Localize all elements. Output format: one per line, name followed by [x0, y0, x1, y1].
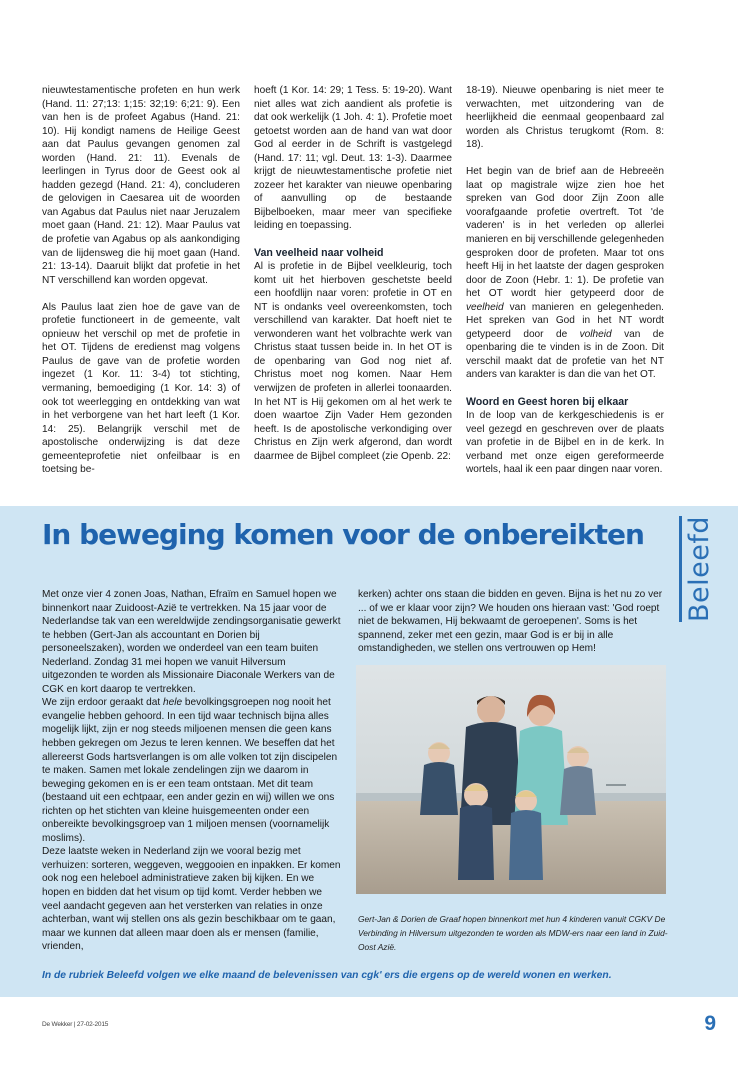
article-paragraph [466, 165, 664, 382]
page-number: 9 [704, 1012, 716, 1035]
photo-caption: Gert-Jan & Dorien de Graaf hopen binnenkort met hun 4 kinderen vanuit CGKV De Verbinding in Hilversum uitgezonden te worden als MDW-ers naar een land in Zuid-Oost Azië. [358, 914, 668, 952]
beleefd-paragraph: Deze laatste weken in Nederland zijn we vooral bezig met verhuizen: sorteren, weggeven, weggooien en inpakken. Er komen ook nog een heleboel administratieve zaken bij kijken. En we hopen en bidden dat het visum op tijd komt. Verder hebben we veel aandacht gegeven aan het versterken van relaties in onze achterban, want wij stellen ons als gezin beschikbaar om te gaan, maar we kunnen dat alleen maar doen als er mensen (familie, vrienden, [42, 846, 341, 953]
beleefd-paragraph: Met onze vier 4 zonen Joas, Nathan, Efraïm en Samuel hopen we binnenkort naar Zuidoost-Azië te vertrekken. Na 15 jaar voor de Nederlandse tak van een wereldwijde zendingsorganisatie gewerkt te hebben (Gert-Jan als accountant en Dorien bij personeelszaken), worden we onderdeel van een team buiten Nederland. Zondag 31 mei hopen we vanuit Hilversum uitgezonden te worden als Missionaire Diaconale Werkers van de CGK en kort daarop te vertrekken. [42, 589, 341, 695]
beleefd-column-right [358, 588, 666, 656]
section-heading: Woord en Geest horen bij elkaar [466, 395, 629, 408]
section-tab-bar [679, 516, 682, 622]
family-photo [356, 665, 666, 894]
article-column-2 [254, 84, 452, 463]
beleefd-column-left [42, 588, 342, 954]
beleefd-headline: In beweging komen voor de onbereikten [42, 518, 644, 551]
section-heading: Van veelheid naar volheid [254, 246, 384, 259]
text-run: van manieren en gelegenheden. Het spreken van God in het NT wordt getypeerd door de [466, 301, 664, 340]
section-label: Beleefd [684, 515, 715, 622]
text-run: We zijn erdoor geraakt dat [42, 697, 161, 709]
article-paragraph: Al is profetie in de Bijbel veelkleurig, toch komt uit het hierboven geschetste beeld een hoofdlijn naar voren: profetie in OT en NT is ondanks veel overeenkomsten, toch verschillend van karakter. Dat hoeft niet te verwonderen want het volbrachte werk van Christus staat tussen beide in. In het OT is de openbaring van God nog niet af. Christus moet nog komen. Naar Hem verwijzen de profeten in allerlei toonaarden. In het NT is Hij gekomen om al het werk te doen waartoe Zijn Vader Hem gezonden heeft. Is de apostolische verkondiging over Christus en Zijn werk afgerond, dan wordt daarmee de Bijbel compleet (zie Openb. 22: [254, 261, 452, 462]
emphasis-text: volheid [579, 328, 612, 340]
article-column-3 [466, 84, 664, 477]
article-paragraph: Als Paulus laat zien hoe de gave van de profetie functioneert in de gemeente, valt opnieuw het verschil op met de profetie in het OT. Tijdens de eredienst mag volgens Paulus de gave van de profetie worden ingezet (1 Kor. 11: 3-4) tot stichting, vermaning, bemoediging (1 Kor. 14: 3) of ook tot weerlegging en ontdekking van wat in het verborgene van het hart leeft (1 Kor. 14: 25). Belangrijk verschil met de apostolische onderwijzing is dat deze gemeenteprofetie niet onfeilbaar is en toetsing be- [42, 301, 240, 476]
beleefd-paragraph: kerken) achter ons staan die bidden en geven. Bijna is het nu zo ver ... of we er klaar voor zijn? We houden ons hieraan vast: 'God roept niet de bekwamen, Hij bekwaamt de geroepenen'. Soms is het spannend, zeker met een gezin, maar God is er bij in alle omstandigheden, we stellen ons vertrouwen op Hem! [358, 589, 663, 655]
article-paragraph: hoeft (1 Kor. 14: 29; 1 Tess. 5: 19-20). Want niet alles wat zich aandient als profetie is dat ook werkelijk (1 Joh. 4: 1). Profetie moet getoetst worden aan de hand van wat door God al eerder in de Schrift is vastgelegd (Hand. 17: 11; vgl. Deut. 13: 1-3). Daarmee krijgt de nieuwtestamentische profetie niet zozeer het karakter van nieuwe openbaring of aanvulling op de bestaande Bijbelboeken, maar meer van specifieke leiding en toepassing. [254, 85, 452, 232]
publication-footer: De Wekker | 27-02-2015 [42, 1021, 109, 1028]
beleefd-paragraph [42, 696, 342, 845]
rubriek-note: In de rubriek Beleefd volgen we elke maand de belevenissen van cgk' ers die ergens op de wereld wonen en werken. [42, 970, 612, 981]
family-photo-illustration [356, 665, 666, 894]
text-run: van de openbaring die te vinden is in de Zoon. Dit verschil maakt dat de profetie van het NT anders van karakter is dan die van het OT. [466, 328, 664, 381]
article-paragraph: 18-19). Nieuwe openbaring is niet meer te verwachten, met uitzondering van de heerlijkheid die eenmaal geopenbaard zal worden als Christus terugkomt (Rom. 8: 18). [466, 85, 664, 151]
article-column-1 [42, 84, 240, 477]
text-run: bevolkingsgroepen nog nooit het evangelie hebben gehoord. In een tijd waar technisch bijna alles mogelijk lijkt, zijn er nog steeds miljoenen mensen die geen kans hebben gekregen om Jezus te leren kennen. We beseffen dat het allereerst Gods hartsverlangen is om alle volken tot zijn discipelen te maken. Samen met lokale zendelingen zijn we daarom in beweging gekomen en is er een team ontstaan. Met dit team (bestaand uit een echtpaar, een ander gezin en wij) willen we ons richten op het stichten van kleine huisgemeenten onder een onbereikte bevolkingsgroep van 1 miljoen mensen (voornamelijk moslims). [42, 697, 338, 844]
article-paragraph: nieuwtestamentische profeten en hun werk (Hand. 11: 27;13: 1;15: 32;19: 6;21: 9). Een van hen is de profeet Agabus (Hand. 21: 10). Hij kondigt namens de Heilige Geest aan dat Paulus gevangen genomen zal worden (Hand. 21: 11). Evenals de leerlingen in Tyrus door de Geest ook al hadden gezegd (Hand. 21: 4), concluderen de gelovigen in Caesarea uit de woorden van Agabus dat Paulus niet naar Jeruzalem moet gaan (Hand. 21: 12). Maar Paulus vat de profetie van Agabus op als aankondiging van de lijdensweg die hij moet gaan (Hand. 21: 13-14). Daaruit blijkt dat profetie in het NT verschillend kan worden opgevat. [42, 85, 240, 286]
section-tab [679, 516, 738, 622]
text-run: Het begin van de brief aan de Hebreeën laat op magistrale wijze zien hoe het spreken van God door Zijn Zoon alle voorafgaande profetie overtreft. Tot 'de vaderen' is in het verleden op allerlei manieren en bij verschillende gelegenheden gesproken door de profeten. Maar tot ons heeft Hij in het laatste der dagen gesproken door de Zoon (Hebr. 1: 1). De profetie van het OT wordt hier getypeerd door de [466, 166, 664, 300]
emphasis-text: veelheid [466, 301, 504, 313]
emphasis-text: hele [163, 697, 183, 709]
article-paragraph: In de loop van de kerkgeschiedenis is er veel gezegd en geschreven over de plaats van profetie in de Bijbel en in de kerk. In verband met onze eigen gereformeerde wortels, haal ik een paar dingen naar voren. [466, 410, 664, 476]
